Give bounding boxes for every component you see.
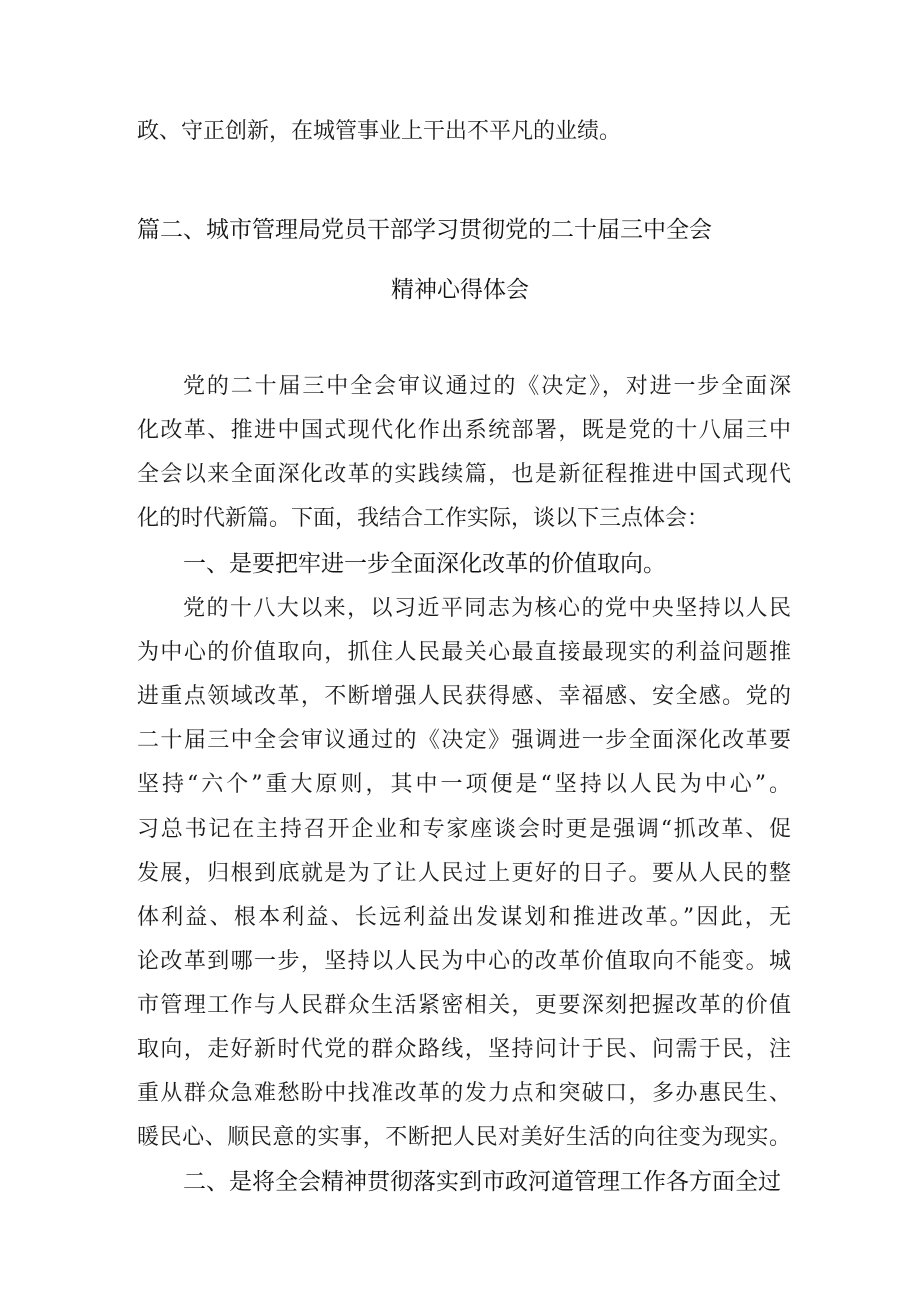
paragraph-line: 暖民心、顺民意的实事，不断把人民对美好生活的向往变为现实。 [137,1125,791,1150]
section-heading-1: 一、是要把牢进一步全面深化改革的价值取向。 [183,551,666,577]
paragraph-line: 发展，归根到底就是为了让人民过上更好的日子。要从人民的整 [137,861,791,886]
continued-paragraph-line: 政、守正创新，在城管事业上干出不平凡的业绩。 [137,119,622,144]
paragraph-line: 为中心的价值取向，抓住人民最关心最直接最现实的利益问题推 [137,640,791,665]
article-title-line-2: 精神心得体会 [391,277,529,303]
paragraph-line: 全会以来全面深化改革的实践续篇，也是新征程推进中国式现代 [137,462,791,487]
paragraph-line: 习总书记在主持召开企业和专家座谈会时更是强调“抓改革、促 [137,817,791,842]
paragraph-line: 进重点领域改革，不断增强人民获得感、幸福感、安全感。党的 [137,684,791,709]
paragraph-line: 党的十八大以来，以习近平同志为核心的党中央坚持以人民 [183,596,791,621]
paragraph-line: 化改革、推进中国式现代化作出系统部署，既是党的十八届三中 [137,418,791,443]
paragraph-line: 市管理工作与人民群众生活紧密相关，更要深刻把握改革的价值 [137,993,791,1018]
paragraph-line: 二十届三中全会审议通过的《决定》强调进一步全面深化改革要 [137,728,791,753]
paragraph-line: 体利益、根本利益、长远利益出发谋划和推进改革。”因此，无 [137,905,791,930]
paragraph-line: 坚持“六个”重大原则，其中一项便是“坚持以人民为中心”。 [137,772,791,797]
article-title-line-1: 篇二、城市管理局党员干部学习贯彻党的二十届三中全会 [137,217,712,243]
section-heading-2: 二、是将全会精神贯彻落实到市政河道管理工作各方面全过 [183,1169,781,1195]
paragraph-line: 党的二十届三中全会审议通过的《决定》，对进一步全面深 [183,374,791,399]
paragraph-line: 取向，走好新时代党的群众路线，坚持问计于民、问需于民，注 [137,1037,791,1062]
paragraph-line: 重从群众急难愁盼中找准改革的发力点和突破口，多办惠民生、 [137,1081,791,1106]
paragraph-line: 化的时代新篇。下面，我结合工作实际，谈以下三点体会： [137,506,710,531]
paragraph-line: 论改革到哪一步，坚持以人民为中心的改革价值取向不能变。城 [137,949,791,974]
